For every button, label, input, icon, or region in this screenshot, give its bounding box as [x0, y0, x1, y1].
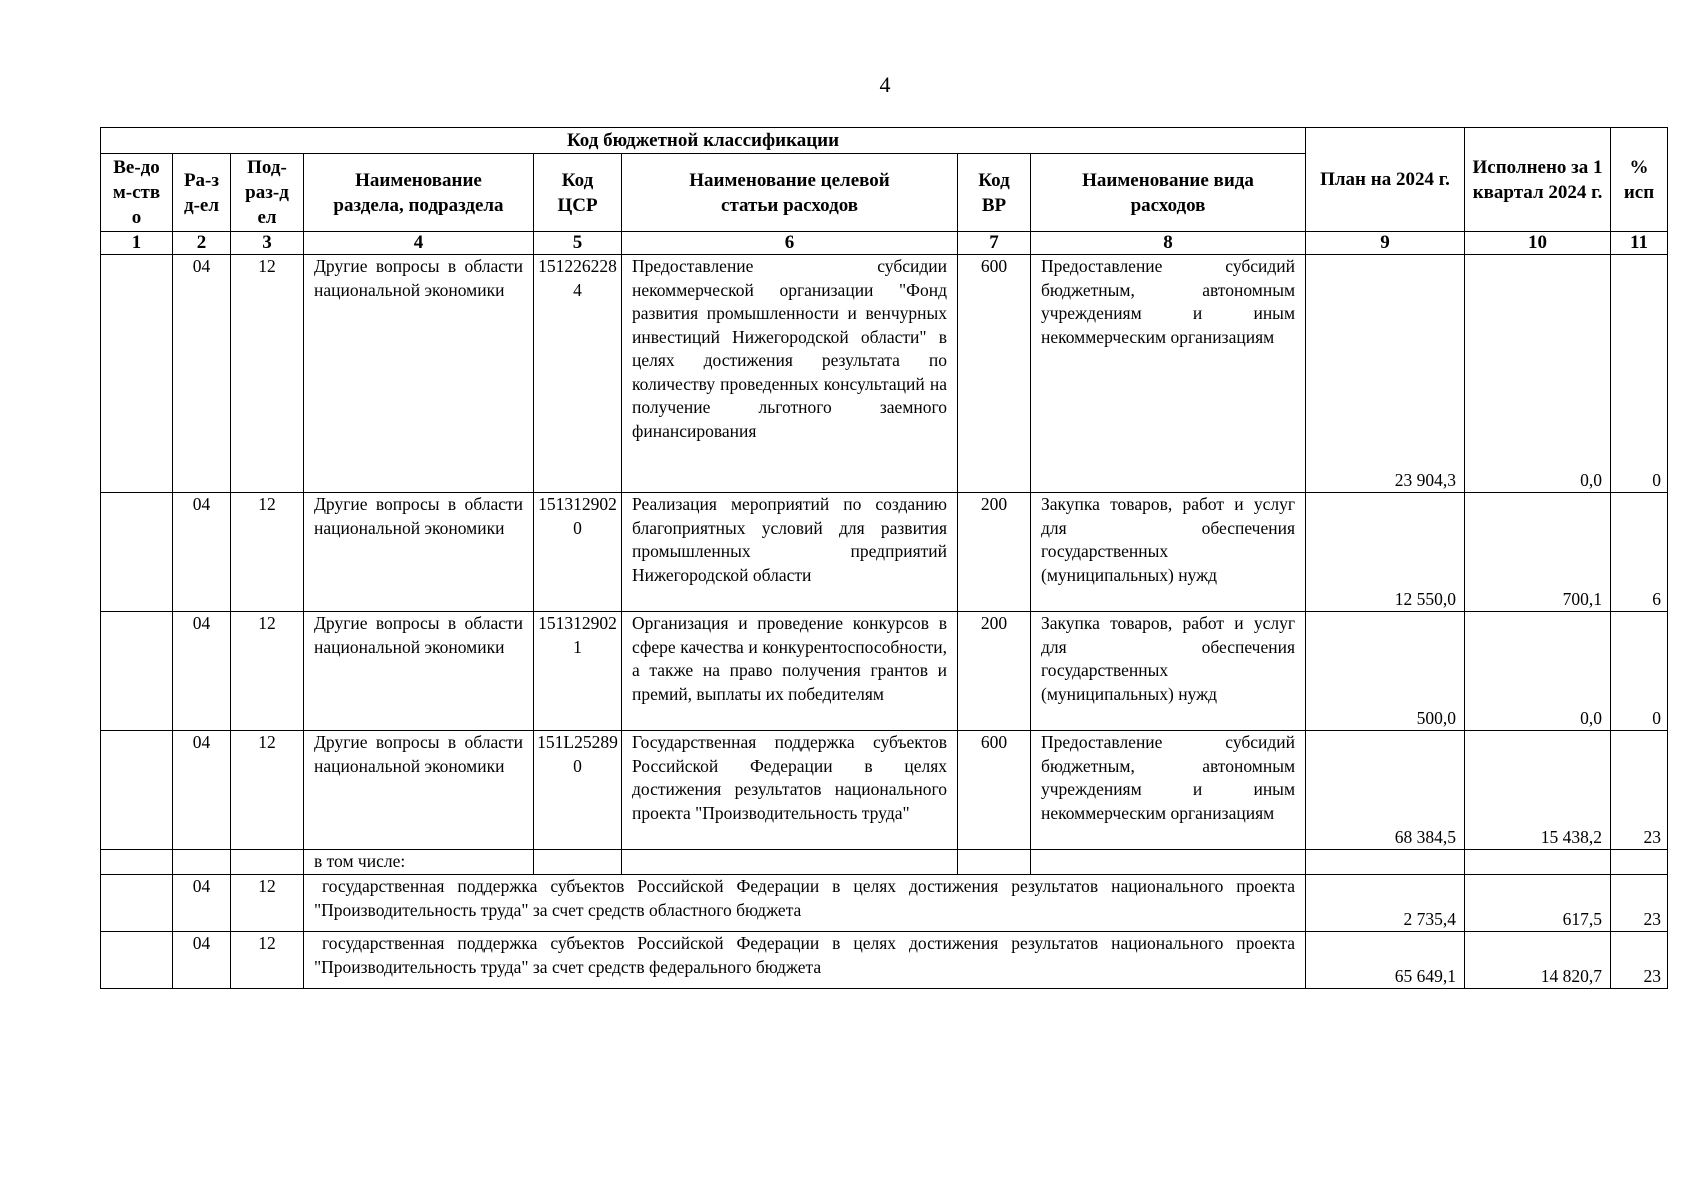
- header-vedomstvo: Ве-дом-ство: [101, 154, 173, 232]
- header-group-row: [101, 128, 1668, 154]
- cell-kod-vr: 200: [958, 493, 1031, 612]
- budget-table: [100, 127, 1668, 989]
- column-number: 6: [622, 232, 958, 255]
- cell-razdel: 04: [173, 875, 231, 932]
- cell-sub-text: государственная поддержка субъектов Российской Федерации в целях достижения результатов национального проекта "Производительность труда" за счет средств федерального бюджета: [304, 932, 1306, 989]
- cell-razdel: 04: [173, 932, 231, 989]
- in-that-number-label: в том числе:: [304, 850, 534, 875]
- in-that-number-row: [101, 850, 1668, 875]
- cell-kod-vr: 600: [958, 731, 1031, 850]
- cell-ispolneno: 617,5: [1465, 875, 1611, 932]
- header-naim-statii: Наименование целевой статьи расходов: [622, 154, 958, 232]
- cell-plan: 23 904,3: [1306, 255, 1465, 493]
- column-number: 3: [231, 232, 304, 255]
- cell-plan: 500,0: [1306, 612, 1465, 731]
- cell-pct: 23: [1611, 731, 1668, 850]
- cell-pct: 23: [1611, 875, 1668, 932]
- cell-kod-csr: 1513129021: [534, 612, 622, 731]
- cell-vedomstvo: [101, 731, 173, 850]
- sub-row: [101, 932, 1668, 989]
- cell-razdel: 04: [173, 255, 231, 493]
- table-row: [101, 612, 1668, 731]
- cell-plan: 2 735,4: [1306, 875, 1465, 932]
- column-number: 7: [958, 232, 1031, 255]
- sub-row: [101, 875, 1668, 932]
- cell-naim-statii: Реализация мероприятий по созданию благоприятных условий для развития промышленных предприятий Нижегородской области: [622, 493, 958, 612]
- cell-podrazdel: 12: [231, 255, 304, 493]
- cell-kod-csr: 151L252890: [534, 731, 622, 850]
- cell-pct: 0: [1611, 612, 1668, 731]
- header-naim-vida: Наименование вида расходов: [1031, 154, 1306, 232]
- cell-plan: 68 384,5: [1306, 731, 1465, 850]
- cell-naim-statii: Государственная поддержка субъектов Российской Федерации в целях достижения результатов национального проекта "Производительность труда": [622, 731, 958, 850]
- page-number: 4: [879, 72, 891, 97]
- cell-ispolneno: 700,1: [1465, 493, 1611, 612]
- cell-ispolneno: 14 820,7: [1465, 932, 1611, 989]
- table-row: [101, 493, 1668, 612]
- cell-podrazdel: 12: [231, 875, 304, 932]
- cell-naim-statii: Организация и проведение конкурсов в сфере качества и конкурентоспособности, а также на право получения грантов и премий, выплаты их победителям: [622, 612, 958, 731]
- cell-podrazdel: 12: [231, 493, 304, 612]
- cell-naim-vida: Предоставление субсидий бюджетным, автономным учреждениям и иным некоммерческим организациям: [1031, 731, 1306, 850]
- cell-ispolneno: 0,0: [1465, 612, 1611, 731]
- table-row: [101, 731, 1668, 850]
- header-razdel: Ра-зд-ел: [173, 154, 231, 232]
- header-ispolneno: Исполнено за 1 квартал 2024 г.: [1465, 128, 1611, 232]
- cell-ispolneno: 15 438,2: [1465, 731, 1611, 850]
- cell-pct: 6: [1611, 493, 1668, 612]
- header-kod-csr: Код ЦСР: [534, 154, 622, 232]
- column-number: 11: [1611, 232, 1668, 255]
- cell-ispolneno: 0,0: [1465, 255, 1611, 493]
- column-number: 2: [173, 232, 231, 255]
- cell-podrazdel: 12: [231, 612, 304, 731]
- cell-vedomstvo: [101, 612, 173, 731]
- cell-vedomstvo: [101, 493, 173, 612]
- table-row: [101, 255, 1668, 493]
- cell-vedomstvo: [101, 255, 173, 493]
- column-numbers-row: [101, 232, 1668, 255]
- cell-naim-vida: Закупка товаров, работ и услуг для обеспечения государственных (муниципальных) нужд: [1031, 493, 1306, 612]
- cell-pct: 23: [1611, 932, 1668, 989]
- header-budget-classification: Код бюджетной классификации: [101, 128, 1306, 154]
- header-plan: План на 2024 г.: [1306, 128, 1465, 232]
- cell-razdel: 04: [173, 493, 231, 612]
- cell-razdel: 04: [173, 731, 231, 850]
- cell-kod-vr: 600: [958, 255, 1031, 493]
- column-number: 9: [1306, 232, 1465, 255]
- cell-pct: 0: [1611, 255, 1668, 493]
- column-number: 10: [1465, 232, 1611, 255]
- cell-plan: 65 649,1: [1306, 932, 1465, 989]
- cell-plan: 12 550,0: [1306, 493, 1465, 612]
- column-number: 8: [1031, 232, 1306, 255]
- cell-naim-razdela: Другие вопросы в области национальной экономики: [304, 731, 534, 850]
- header-kod-vr: Код ВР: [958, 154, 1031, 232]
- cell-naim-vida: Предоставление субсидий бюджетным, автономным учреждениям и иным некоммерческим организациям: [1031, 255, 1306, 493]
- cell-naim-razdela: Другие вопросы в области национальной экономики: [304, 493, 534, 612]
- cell-naim-razdela: Другие вопросы в области национальной экономики: [304, 612, 534, 731]
- cell-kod-vr: 200: [958, 612, 1031, 731]
- header-naim-razdela: Наименование раздела, подраздела: [304, 154, 534, 232]
- column-number: 1: [101, 232, 173, 255]
- column-number: 5: [534, 232, 622, 255]
- cell-naim-vida: Закупка товаров, работ и услуг для обеспечения государственных (муниципальных) нужд: [1031, 612, 1306, 731]
- header-pct: % исп: [1611, 128, 1668, 232]
- cell-sub-text: государственная поддержка субъектов Российской Федерации в целях достижения результатов национального проекта "Производительность труда" за счет средств областного бюджета: [304, 875, 1306, 932]
- cell-razdel: 04: [173, 612, 231, 731]
- header-podrazdel: Под-раз-дел: [231, 154, 304, 232]
- cell-kod-csr: 1513129020: [534, 493, 622, 612]
- cell-podrazdel: 12: [231, 731, 304, 850]
- cell-podrazdel: 12: [231, 932, 304, 989]
- cell-kod-csr: 1512262284: [534, 255, 622, 493]
- cell-naim-razdela: Другие вопросы в области национальной экономики: [304, 255, 534, 493]
- cell-naim-statii: Предоставление субсидии некоммерческой организации "Фонд развития промышленности и венчурных инвестиций Нижегородской области" в целях достижения результата по количеству проведенных консультаций на получение льготного заемного финансирования: [622, 255, 958, 493]
- column-number: 4: [304, 232, 534, 255]
